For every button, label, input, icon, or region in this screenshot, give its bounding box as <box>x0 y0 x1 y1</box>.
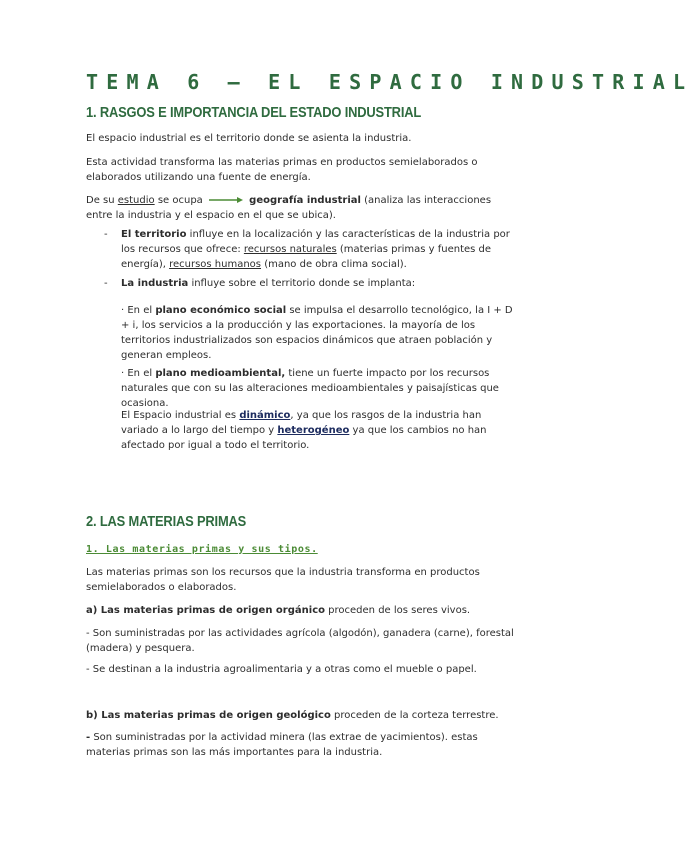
section-1-heading: 1. RASGOS E IMPORTANCIA DEL ESTADO INDUSTRIAL <box>86 104 422 121</box>
geologico-term: b) Las materias primas de origen geológico <box>86 710 331 721</box>
geologico-text: proceden de la corteza terrestre. <box>330 710 499 721</box>
bullet1-text-b: (materias primas y fuentes de energía), <box>121 244 492 270</box>
s1-paragraph-3 <box>86 193 516 223</box>
dash-mark: - <box>86 732 91 743</box>
recursos-naturales-term: recursos naturales <box>243 244 337 255</box>
bullet-territorio <box>121 227 516 272</box>
plano-medioambiental-paragraph <box>121 366 516 411</box>
industria-term: La industria <box>121 278 189 289</box>
plano-economico-paragraph <box>121 303 516 363</box>
organico-line-2: - Se destinan a la industria agroalimentaria y a otras como el mueble o papel. <box>86 664 477 675</box>
organico-term: a) Las materias primas de origen orgánico <box>86 605 325 616</box>
bullet1-text-c: (mano de obra clima social). <box>261 259 407 270</box>
recursos-humanos-term: recursos humanos <box>169 259 262 270</box>
heterogeneo-term: heterogéneo <box>277 425 350 436</box>
bullet1-text: influye en la localización y las características de la industria por los recursos que ofrece: <box>121 229 510 255</box>
s2-paragraph-1: Las materias primas son los recursos que la industria transforma en productos semielaborados o elaborados. <box>86 567 480 593</box>
bullet2-text: influye sobre el territorio donde se implanta: <box>188 278 416 289</box>
eco-text: · En el <box>121 305 156 316</box>
p3-text: De su <box>86 195 118 206</box>
bullet-dash: - <box>104 278 108 289</box>
geologico-line-text: Son suministradas por la actividad minera (las extrae de yacimientos). estas materias primas son las más importantes para la industria. <box>86 732 478 758</box>
dyn-text-b: , ya que los rasgos de la industria han variado a lo largo del tiempo y <box>121 410 482 436</box>
bullet-dash: - <box>104 229 108 240</box>
arrow-right-icon <box>208 196 244 204</box>
bullet-industria <box>121 276 516 291</box>
eco-text-b: se impulsa el desarrollo tecnológico, la I + D + i, los servicios a la producción y las exportaciones. la mayoría de los territorios industrializados son espacios dinámicos que atraen población y generan empleos. <box>121 305 513 361</box>
organico-line-1: - Son suministradas por las actividades agrícola (algodón), ganadera (carne), forestal (madera) y pesquera. <box>86 628 514 654</box>
organico-text: proceden de los seres vivos. <box>325 605 471 616</box>
env-text-b: tiene un fuerte impacto por los recursos naturales que con su las alteraciones medioambientales y paisajísticas que ocasiona. <box>121 368 499 409</box>
dyn-text: El Espacio industrial es <box>121 410 240 421</box>
env-text: · En el <box>121 368 156 379</box>
p3-text-b: se ocupa <box>154 195 203 206</box>
s1-paragraph-1: El espacio industrial es el territorio donde se asienta la industria. <box>86 133 412 144</box>
dinamico-term: dinámico <box>239 410 291 421</box>
section-2-heading: 2. LAS MATERIAS PRIMAS <box>86 513 247 530</box>
dinamico-paragraph <box>121 408 516 453</box>
geologico-line-1 <box>86 730 516 760</box>
organico-heading <box>86 603 516 618</box>
plano-economico-term: plano económico social <box>155 305 287 316</box>
p3-text-c: (analiza las interacciones entre la industria y el espacio en el que se ubica). <box>86 195 492 221</box>
dyn-text-c: ya que los cambios no han afectado por igual a todo el territorio. <box>121 425 487 451</box>
page-title: TEMA 6 – EL ESPACIO INDUSTRIAL <box>86 70 693 94</box>
plano-medioambiental-term: plano medioambiental, <box>155 368 286 379</box>
geologico-heading <box>86 708 516 723</box>
subsection-heading: 1. Las materias primas y sus tipos. <box>86 544 318 555</box>
geografia-industrial-term: geografía industrial <box>249 195 361 206</box>
s1-paragraph-2: Esta actividad transforma las materias primas en productos semielaborados o elaborados utilizando una fuente de energía. <box>86 157 478 183</box>
territorio-term: El territorio <box>121 229 187 240</box>
estudio-text: estudio <box>117 195 155 206</box>
